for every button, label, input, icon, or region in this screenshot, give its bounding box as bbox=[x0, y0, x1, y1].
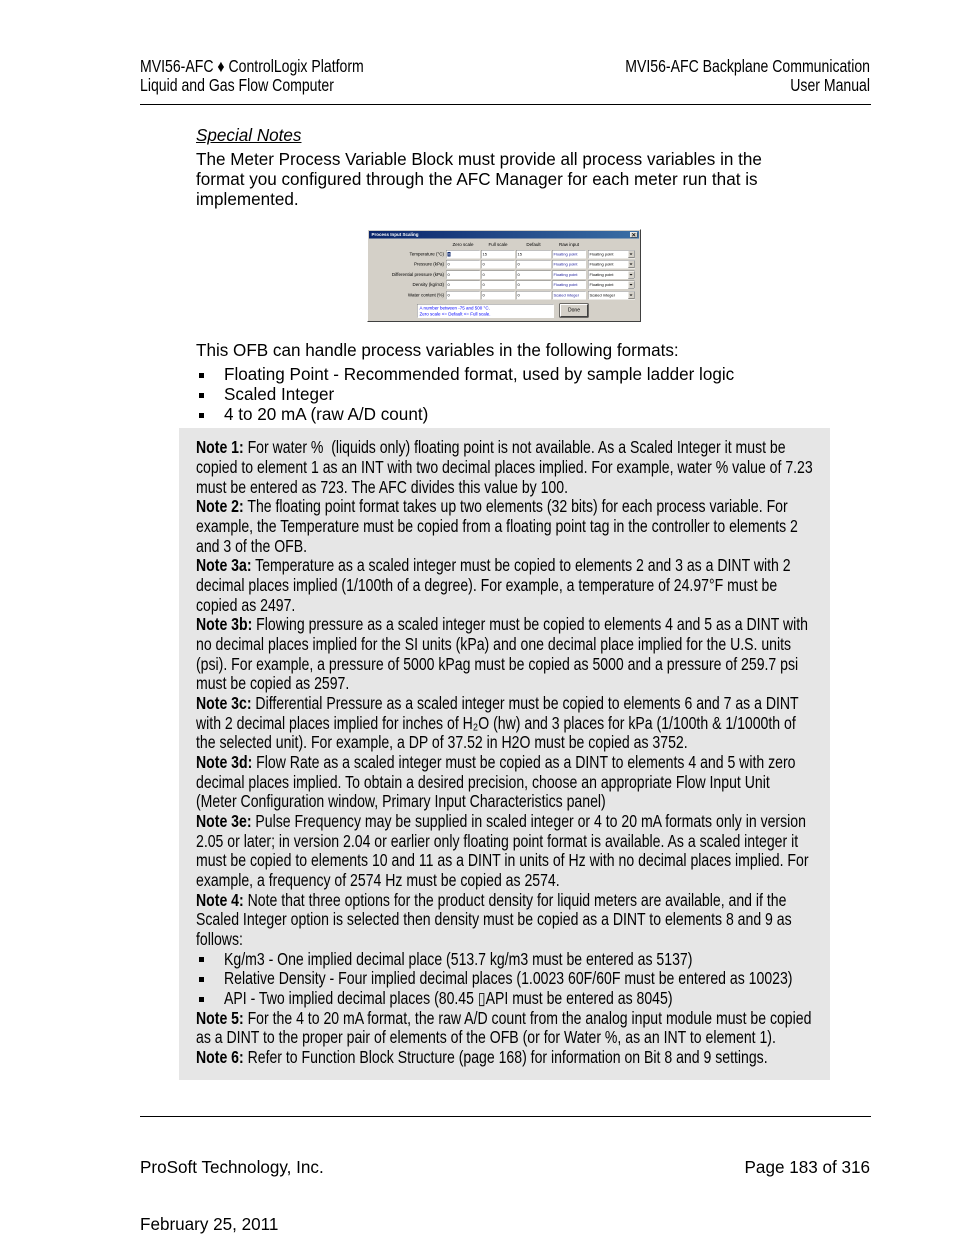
note-text: Temperature as a scaled integer must be copied to elements 2 and 3 as a DINT with 2 bbox=[255, 556, 791, 576]
note-text: Note that three options for the product density for liquid meters are available, and if the bbox=[247, 890, 787, 910]
header-product-subtitle: Liquid and Gas Flow Computer bbox=[140, 75, 334, 95]
note-line bbox=[196, 693, 799, 714]
format-item-text: Floating Point - Recommended format, used by sample ladder logic bbox=[224, 365, 735, 384]
raw-input-field-value: Floating point bbox=[553, 251, 578, 257]
hint-line: Zero scale <= Default <= Full scale. bbox=[419, 311, 491, 317]
full-scale-field bbox=[481, 260, 515, 269]
note-label: Note 3a: bbox=[196, 556, 252, 576]
note-text: decimal places implied (1/100th of a degree). For example, a temperature of 24.97°F must be bbox=[196, 575, 778, 595]
column-header-zero-scale: Zero scale bbox=[452, 242, 474, 247]
note-text: Flowing pressure as a scaled integer must be copied to elements 4 and 5 as a DINT with bbox=[256, 615, 809, 635]
zero-scale-field-value: 0 bbox=[447, 292, 450, 298]
header-document-type: User Manual bbox=[790, 75, 870, 95]
footer-left bbox=[140, 1120, 324, 1235]
note-line bbox=[196, 537, 706, 557]
zero-scale-field-value: 0 bbox=[448, 251, 451, 257]
zero-scale-field-value: 0 bbox=[447, 282, 450, 287]
format-select-value: Scaled integer bbox=[589, 292, 616, 298]
note-line bbox=[196, 1028, 776, 1048]
bullet-marker bbox=[199, 977, 204, 982]
close-icon bbox=[630, 232, 638, 238]
note-text: must be copied as 2597. bbox=[196, 674, 350, 694]
note-line bbox=[196, 772, 770, 793]
running-header-right bbox=[450, 57, 870, 95]
chevron-down-icon bbox=[628, 261, 635, 269]
full-scale-field-value: 0 bbox=[482, 272, 485, 277]
note-text: Scaled Integer option is selected then density must be copied as a DINT to elements 8 and 9 as bbox=[196, 910, 792, 930]
note-text: copied as 2497. bbox=[196, 595, 296, 615]
chevron-down-icon bbox=[628, 250, 635, 258]
note-line bbox=[196, 713, 796, 734]
section-heading: Special Notes bbox=[196, 126, 302, 145]
note-line bbox=[196, 1048, 768, 1068]
format-select-value: Floating point bbox=[589, 251, 614, 257]
scaling-row bbox=[368, 270, 640, 279]
note-line bbox=[196, 615, 809, 635]
note-label: Note 3e: bbox=[196, 811, 252, 831]
note-label: Note 5: bbox=[196, 1008, 244, 1028]
format-select-value: Floating point bbox=[589, 262, 614, 267]
format-item-text: 4 to 20 mA (raw A/D count) bbox=[224, 405, 429, 424]
note-line bbox=[196, 733, 706, 753]
footer-date: February 25, 2011 bbox=[140, 1214, 279, 1234]
note-line bbox=[196, 478, 706, 498]
list-item bbox=[196, 405, 836, 425]
hint-line: A number between -75 and 500 °C. bbox=[419, 305, 490, 311]
zero-scale-field-value: 0 bbox=[447, 272, 450, 277]
note-3b bbox=[196, 615, 816, 694]
format-select-value: Floating point bbox=[589, 272, 614, 277]
column-header-raw-input: Raw input bbox=[558, 242, 580, 247]
bullet-marker bbox=[199, 413, 204, 418]
note-line bbox=[196, 811, 806, 832]
format-select bbox=[588, 250, 635, 259]
note-2 bbox=[196, 497, 816, 556]
zero-scale-field bbox=[446, 250, 480, 259]
note-bullet-text: API - Two implied decimal places (80.45 ▯API must be entered as 8045) bbox=[224, 989, 673, 1008]
raw-input-field-value: Floating point bbox=[553, 282, 578, 287]
note-line bbox=[196, 634, 792, 655]
zero-scale-field bbox=[446, 260, 480, 269]
format-select bbox=[588, 281, 635, 290]
default-field-value: 0 bbox=[517, 282, 520, 287]
note-3c bbox=[196, 694, 816, 753]
format-item-text: Scaled Integer bbox=[224, 385, 335, 404]
note-label: Note 4: bbox=[196, 890, 244, 910]
formats-list bbox=[196, 365, 836, 425]
full-scale-field bbox=[481, 291, 515, 300]
note-4 bbox=[196, 891, 816, 1009]
note-line bbox=[196, 457, 813, 478]
note-line bbox=[196, 851, 809, 871]
note-text: and 3 of the OFB. bbox=[196, 536, 308, 556]
raw-input-field bbox=[552, 281, 586, 290]
note-text: Pulse Frequency may be supplied in scaled integer or 4 to 20 mA formats only in version bbox=[255, 811, 806, 831]
note-text: copied to element 1 as an INT with two decimal places implied. For example, water % value of 7.23 bbox=[196, 457, 813, 477]
dialog-title-bar bbox=[369, 231, 639, 239]
chevron-down-icon bbox=[628, 291, 635, 299]
process-input-scaling-dialog bbox=[367, 229, 641, 322]
note-text: as a DINT to the proper pair of elements of the OFB (or for Water %, as an INT to element 1). bbox=[196, 1028, 776, 1048]
footer-divider bbox=[140, 1116, 871, 1117]
raw-input-field-value: Floating point bbox=[553, 272, 578, 277]
note-text: follows: bbox=[196, 929, 243, 949]
note-text: no decimal places implied for the SI units (kPa) and one decimal place implied for the U.S. units bbox=[196, 634, 792, 654]
bullet-marker bbox=[199, 373, 204, 378]
notes-text bbox=[196, 438, 816, 1068]
default-field-value: 15 bbox=[517, 251, 522, 257]
note-bullet-item bbox=[196, 989, 816, 1009]
note-3a bbox=[196, 556, 816, 615]
row-label: Differential pressure (kPa) bbox=[391, 271, 444, 277]
bullet-marker bbox=[199, 957, 204, 962]
full-scale-field-value: 0 bbox=[482, 262, 485, 267]
note-text: Differential Pressure as a scaled integer must be copied to elements 6 and 7 as a DINT bbox=[255, 693, 799, 713]
raw-input-field-value: Scaled integer bbox=[553, 292, 580, 298]
default-field bbox=[516, 281, 551, 290]
format-select bbox=[588, 260, 635, 269]
format-select bbox=[588, 270, 635, 279]
default-field-value: 0 bbox=[517, 292, 520, 298]
note-line bbox=[196, 654, 799, 675]
note-line bbox=[196, 438, 786, 458]
note-text: must be entered as 723. The AFC divides this value by 100. bbox=[196, 477, 568, 497]
note-line bbox=[196, 890, 787, 911]
note-line bbox=[196, 792, 706, 812]
default-field bbox=[516, 250, 551, 259]
note-bullet-item bbox=[196, 950, 816, 970]
note-label: Note 3d: bbox=[196, 752, 253, 772]
full-scale-field-value: 15 bbox=[482, 251, 487, 257]
format-select bbox=[588, 291, 635, 300]
note-line bbox=[196, 930, 706, 950]
note-text: Refer to Function Block Structure (page 168) for information on Bit 8 and 9 settings. bbox=[247, 1048, 768, 1068]
note-3e bbox=[196, 812, 816, 891]
intro-line: The Meter Process Variable Block must provide all process variables in the bbox=[196, 150, 762, 169]
note-3d bbox=[196, 753, 816, 812]
note-line bbox=[196, 596, 706, 616]
intro-line: format you configured through the AFC Manager for each meter run that is bbox=[196, 170, 758, 189]
note-1 bbox=[196, 438, 816, 497]
bullet-marker bbox=[199, 393, 204, 398]
zero-scale-field bbox=[446, 281, 480, 290]
full-scale-field bbox=[481, 281, 515, 290]
full-scale-field bbox=[481, 270, 515, 279]
page-number: Page 183 of 316 bbox=[744, 1157, 870, 1177]
row-label: Temperature (°C) bbox=[409, 251, 444, 257]
raw-input-field bbox=[552, 291, 586, 300]
note-text: 2.05 or later; in version 2.04 or earlier only floating point format is available. As a scaled integer it bbox=[196, 831, 799, 851]
note-label: Note 2: bbox=[196, 497, 244, 517]
scaling-row bbox=[368, 291, 640, 300]
default-field-value: 0 bbox=[517, 272, 520, 277]
note-text: (psi). For example, a pressure of 5000 kPag must be copied as 5000 and a pressure of 259.7 psi bbox=[196, 654, 799, 674]
default-field bbox=[516, 291, 551, 300]
default-field-value: 0 bbox=[517, 262, 520, 267]
raw-input-field bbox=[552, 260, 586, 269]
note-text: must be copied to elements 10 and 11 as a DINT in units of Hz with no decimal places implied. For bbox=[196, 851, 809, 871]
intro-line: implemented. bbox=[196, 190, 299, 209]
note-label: Note 6: bbox=[196, 1048, 244, 1068]
dialog-title: Process Input Scaling bbox=[371, 232, 419, 237]
scaling-row bbox=[368, 250, 640, 259]
note-text: The floating point format takes up two elements (32 bits) for each process variable. For bbox=[247, 497, 788, 517]
row-label: Pressure (kPa) bbox=[413, 261, 444, 267]
zero-scale-field bbox=[446, 291, 480, 300]
note-text: For water % (liquids only) floating point is not available. As a Scaled Integer it must be bbox=[247, 438, 786, 458]
note-text: example, the Temperature must be copied from a floating point tag in the controller to elements 2 bbox=[196, 516, 798, 536]
header-document-title: MVI56-AFC Backplane Communication bbox=[625, 56, 870, 76]
note-text: For the 4 to 20 mA format, the raw A/D count from the analog input module must be copied bbox=[247, 1008, 812, 1028]
note-bullet-text: Relative Density - Four implied decimal places (1.0023 60F/60F must be entered as 10023) bbox=[224, 969, 793, 989]
note-line bbox=[196, 910, 792, 930]
note-line bbox=[196, 831, 799, 852]
note-bullet-text: Kg/m3 - One implied decimal place (513.7 kg/m3 must be entered as 5137) bbox=[224, 949, 693, 969]
note-line bbox=[196, 1008, 812, 1029]
note-line bbox=[196, 871, 706, 891]
chevron-down-icon bbox=[628, 271, 635, 279]
note-text: with 2 decimal places implied for inches of H₂O (hw) and 3 places for kPa (1/100th & 1/1000th of bbox=[196, 713, 796, 733]
column-header-full-scale: Full scale bbox=[488, 242, 508, 247]
scaling-row bbox=[368, 260, 640, 269]
note-line bbox=[196, 497, 788, 517]
note-5 bbox=[196, 1009, 816, 1048]
header-divider bbox=[140, 104, 871, 105]
raw-input-field-value: Floating point bbox=[553, 262, 578, 267]
note-label: Note 1: bbox=[196, 438, 244, 458]
list-item bbox=[196, 385, 836, 405]
footer-right bbox=[745, 1120, 870, 1215]
note-line bbox=[196, 556, 791, 576]
note-text: Flow Rate as a scaled integer must be copied as a DINT to elements 4 and 5 with zero bbox=[256, 752, 796, 772]
formats-intro: This OFB can handle process variables in the following formats: bbox=[196, 341, 679, 360]
hint-box bbox=[417, 304, 554, 318]
note-bullet-item bbox=[196, 969, 816, 989]
note-line bbox=[196, 752, 796, 773]
done-button: Done bbox=[560, 304, 588, 317]
chevron-down-icon bbox=[628, 281, 635, 289]
note-6 bbox=[196, 1048, 816, 1068]
default-field bbox=[516, 260, 551, 269]
scaling-row bbox=[368, 281, 640, 290]
raw-input-field bbox=[552, 250, 586, 259]
full-scale-field-value: 0 bbox=[482, 292, 485, 298]
footer-company: ProSoft Technology, Inc. bbox=[140, 1157, 324, 1177]
raw-input-field bbox=[552, 270, 586, 279]
note-label: Note 3c: bbox=[196, 693, 252, 713]
note-line bbox=[196, 674, 706, 694]
note-label: Note 3b: bbox=[196, 615, 253, 635]
column-header-default: Default bbox=[526, 242, 541, 247]
full-scale-field bbox=[481, 250, 515, 259]
full-scale-field-value: 0 bbox=[482, 282, 485, 287]
header-product-line: MVI56-AFC ♦ ControlLogix Platform bbox=[140, 56, 364, 76]
note-text: decimal places implied. To obtain a desired precision, choose an appropriate Flow Input Unit bbox=[196, 772, 770, 792]
process-input-scaling-figure bbox=[367, 229, 641, 322]
note-text: (Meter Configuration window, Primary Input Characteristics panel) bbox=[196, 792, 606, 812]
zero-scale-field-value: 0 bbox=[447, 262, 450, 267]
zero-scale-field bbox=[446, 270, 480, 279]
row-label: Density (kg/m3) bbox=[412, 282, 444, 287]
note-text: example, a frequency of 2574 Hz must be copied as 2574. bbox=[196, 870, 560, 890]
note-line bbox=[196, 575, 778, 596]
intro-paragraph bbox=[196, 150, 762, 210]
note-line bbox=[196, 516, 798, 537]
note-text: the selected unit). For example, a DP of 37.52 in H2O must be copied as 3752. bbox=[196, 733, 688, 753]
format-select-value: Floating point bbox=[589, 282, 614, 287]
list-item bbox=[196, 365, 836, 385]
row-label: Water content (%) bbox=[407, 292, 444, 298]
bullet-marker bbox=[199, 997, 204, 1002]
default-field bbox=[516, 270, 551, 279]
